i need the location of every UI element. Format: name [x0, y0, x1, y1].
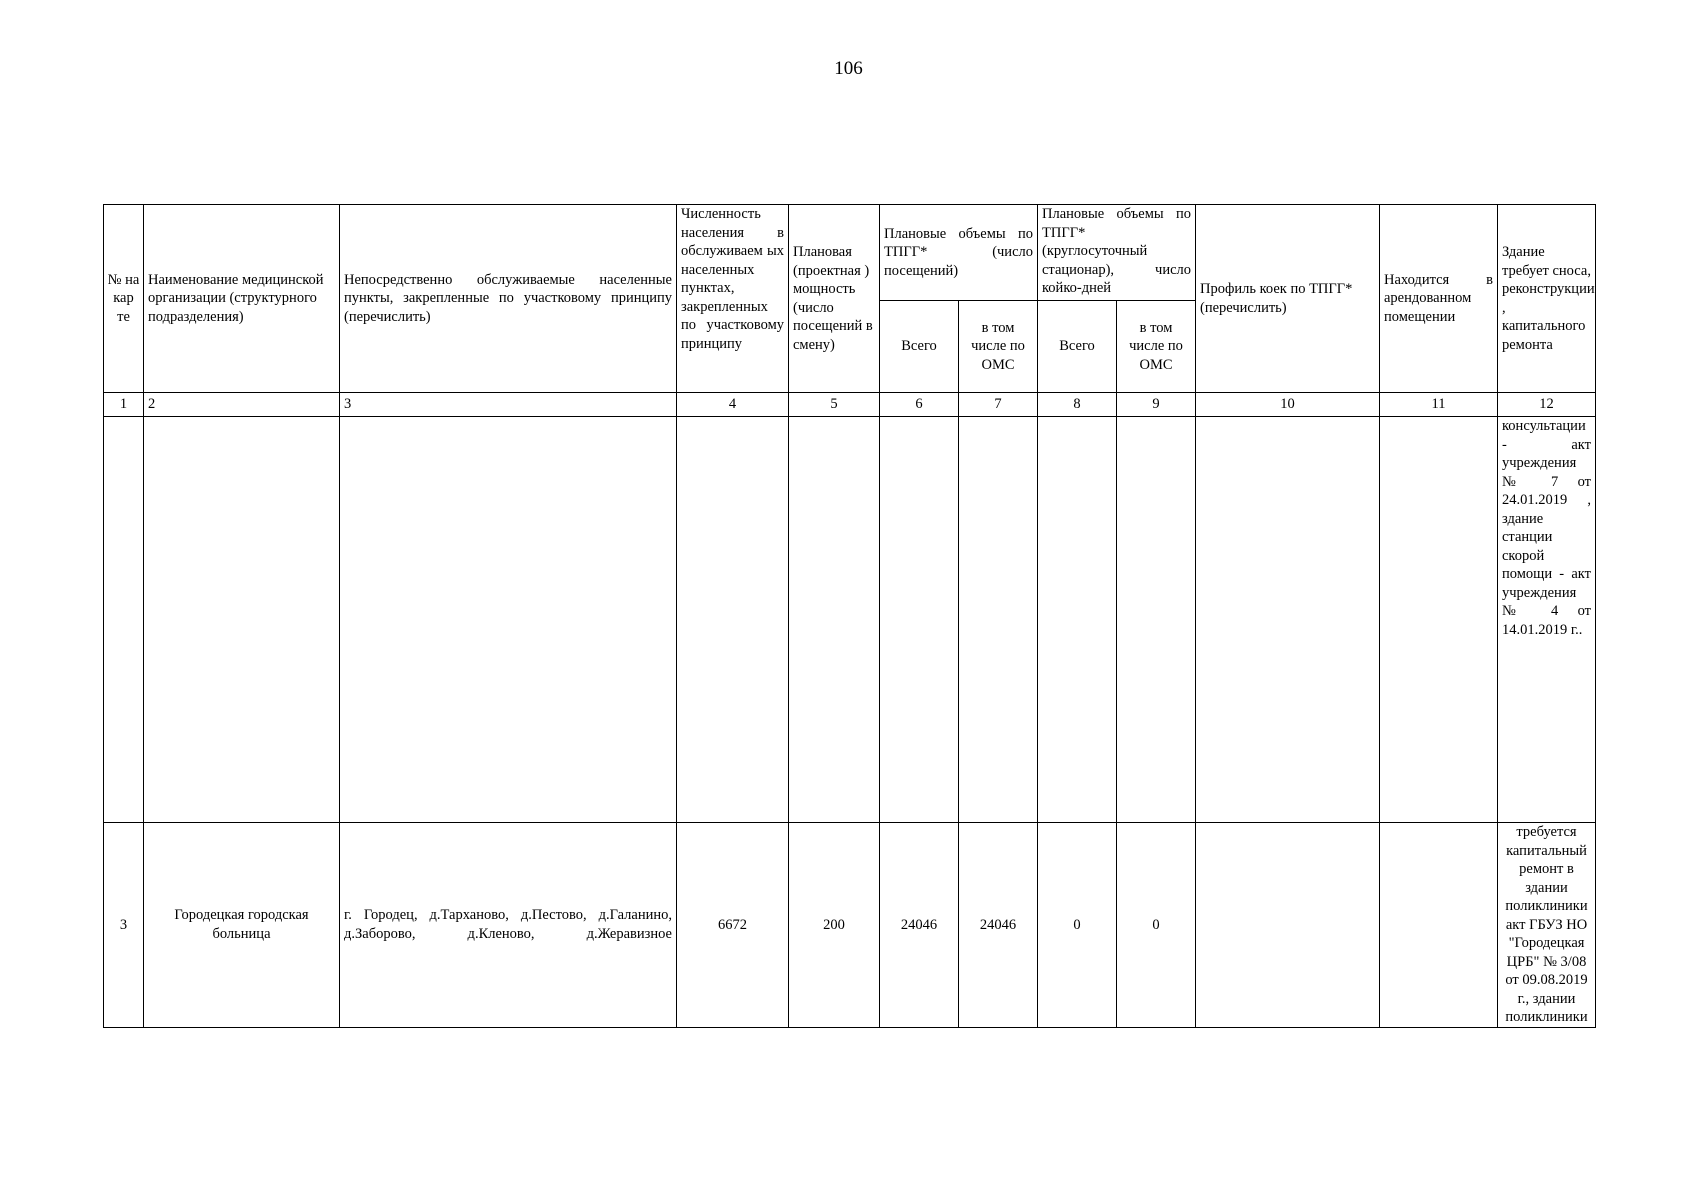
table-cell	[340, 417, 677, 823]
medical-organizations-table	[103, 204, 1596, 1028]
header-population: Численность населения в обслуживаем ых населенных пунктах, закрепленных по участковому принципу	[677, 205, 789, 393]
cell-bed-profile	[1196, 823, 1380, 1028]
table-row	[104, 823, 1596, 1028]
cell-bed-days-total: 0	[1038, 823, 1117, 1028]
header-visits-total: Всего	[880, 301, 959, 393]
column-number: 5	[789, 393, 880, 417]
header-organization-name: Наименование медицинской организации (структурного подразделения)	[144, 205, 340, 393]
column-number: 12	[1498, 393, 1596, 417]
cell-visits-total: 24046	[880, 823, 959, 1028]
table-cell	[677, 417, 789, 823]
cell-bed-days-oms: 0	[1117, 823, 1196, 1028]
header-visits-oms: в том числе по ОМС	[959, 301, 1038, 393]
cell-visits-oms: 24046	[959, 823, 1038, 1028]
column-number: 7	[959, 393, 1038, 417]
header-map-number: № на кар те	[104, 205, 144, 393]
header-planned-visits: Плановые объемы по ТПГГ* (число посещений)	[880, 205, 1038, 301]
column-number: 10	[1196, 393, 1380, 417]
table-cell	[959, 417, 1038, 823]
table-cell	[1196, 417, 1380, 823]
table-cell	[1117, 417, 1196, 823]
table-row-continuation	[104, 417, 1596, 823]
column-number: 2	[144, 393, 340, 417]
header-bed-days-total: Всего	[1038, 301, 1117, 393]
column-number: 8	[1038, 393, 1117, 417]
header-building-state: Здание требует сноса, реконструкции , капитального ремонта	[1498, 205, 1596, 393]
cell-building-state: требуется капитальный ремонт в здании поликлиники акт ГБУЗ НО "Городецкая ЦРБ" № 3/08 от 09.08.2019 г., здании поликлиники	[1498, 823, 1596, 1028]
column-number: 9	[1117, 393, 1196, 417]
header-planned-capacity: Плановая (проектная ) мощность (число посещений в смену)	[789, 205, 880, 393]
column-number: 1	[104, 393, 144, 417]
column-number: 3	[340, 393, 677, 417]
header-rented-premises: Находится в арендованном помещении	[1380, 205, 1498, 393]
cell-rented-premises	[1380, 823, 1498, 1028]
table-cell	[880, 417, 959, 823]
cell-organization-name: Городецкая городская больница	[144, 823, 340, 1028]
column-number: 4	[677, 393, 789, 417]
page-number: 106	[834, 58, 863, 79]
table-cell	[789, 417, 880, 823]
table-cell	[104, 417, 144, 823]
cell-map-number: 3	[104, 823, 144, 1028]
header-served-settlements: Непосредственно обслуживаемые населенные пункты, закрепленные по участковому принципу (перечислить)	[340, 205, 677, 393]
table-cell	[1380, 417, 1498, 823]
column-number: 6	[880, 393, 959, 417]
table-cell	[144, 417, 340, 823]
header-bed-profile: Профиль коек по ТПГГ* (перечислить)	[1196, 205, 1380, 393]
building-state-continuation: консультации - акт учреждения № 7 от 24.01.2019 , здание станции скорой помощи - акт учреждения № 4 от 14.01.2019 г..	[1498, 417, 1596, 823]
header-planned-bed-days: Плановые объемы по ТПГГ* (круглосуточный стационар), число койко-дней	[1038, 205, 1196, 301]
table-cell	[1038, 417, 1117, 823]
cell-population: 6672	[677, 823, 789, 1028]
cell-planned-capacity: 200	[789, 823, 880, 1028]
column-number: 11	[1380, 393, 1498, 417]
header-bed-days-oms: в том числе по ОМС	[1117, 301, 1196, 393]
cell-served-settlements: г. Городец, д.Тарханово, д.Пестово, д.Галанино, д.Заборово, д.Кленово, д.Жеравизное	[340, 823, 677, 1028]
